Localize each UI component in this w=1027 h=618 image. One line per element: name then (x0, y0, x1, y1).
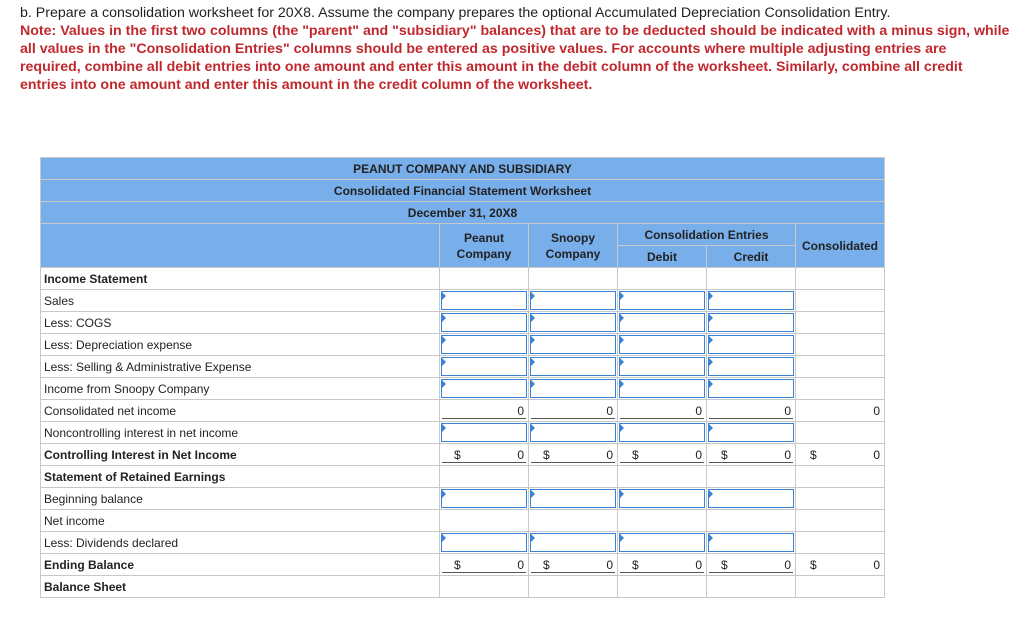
row-label: Beginning balance (41, 488, 440, 510)
peanut-input[interactable] (441, 489, 527, 508)
snoopy-input[interactable] (530, 313, 616, 332)
underline (442, 572, 526, 573)
snoopy-input[interactable] (530, 291, 616, 310)
underline (709, 418, 793, 419)
credit-cell (707, 576, 796, 598)
row-label: Less: COGS (41, 312, 440, 334)
consolidated-total-cell (796, 400, 885, 422)
credit-total-value: 0 (784, 558, 791, 572)
worksheet-row (41, 290, 885, 312)
dollar-sign: $ (721, 558, 728, 572)
row-label: Sales (41, 290, 440, 312)
consolidated-total-value: 0 (873, 448, 880, 462)
dollar-sign: $ (632, 448, 639, 462)
underline (531, 572, 615, 573)
peanut-total-cell (440, 444, 529, 466)
peanut-header-line1: Peanut (463, 230, 504, 245)
debit-total-value: 0 (695, 558, 702, 572)
peanut-cell (440, 576, 529, 598)
debit-cell (618, 510, 707, 532)
snoopy-cell (529, 576, 618, 598)
peanut-cell (440, 312, 529, 334)
worksheet-row (41, 510, 885, 532)
snoopy-cell (529, 268, 618, 290)
consolidated-total-value: 0 (873, 558, 880, 572)
credit-input[interactable] (708, 313, 794, 332)
snoopy-cell (529, 510, 618, 532)
snoopy-total-value: 0 (606, 448, 613, 462)
debit-input[interactable] (619, 335, 705, 354)
snoopy-total-value: 0 (606, 404, 613, 418)
debit-cell (618, 576, 707, 598)
question-text: b. Prepare a consolidation worksheet for 20X8. Assume the company prepares the optional Accumulated Depreciation Consolidation Entry. (20, 5, 891, 21)
credit-cell (707, 466, 796, 488)
debit-cell (618, 290, 707, 312)
snoopy-cell (529, 334, 618, 356)
debit-cell (618, 378, 707, 400)
worksheet-title: PEANUT COMPANY AND SUBSIDIARY (41, 158, 885, 180)
consolidated-cell (796, 378, 885, 400)
snoopy-total-cell (529, 554, 618, 576)
snoopy-input[interactable] (530, 423, 616, 442)
credit-input[interactable] (708, 379, 794, 398)
worksheet-subtitle: Consolidated Financial Statement Worksheet (41, 180, 885, 202)
consolidated-total-cell (796, 444, 885, 466)
snoopy-header-line2: Company (545, 246, 601, 261)
debit-cell (618, 356, 707, 378)
underline (620, 462, 704, 463)
peanut-input[interactable] (441, 533, 527, 552)
debit-cell (618, 268, 707, 290)
worksheet-row (41, 378, 885, 400)
snoopy-cell (529, 532, 618, 554)
peanut-cell (440, 378, 529, 400)
snoopy-total-value: 0 (606, 558, 613, 572)
consolidation-worksheet (40, 157, 885, 598)
debit-total-value: 0 (695, 448, 702, 462)
snoopy-cell (529, 488, 618, 510)
row-label: Statement of Retained Earnings (41, 466, 440, 488)
worksheet-row (41, 576, 885, 598)
worksheet-row (41, 312, 885, 334)
credit-cell (707, 378, 796, 400)
snoopy-input[interactable] (530, 357, 616, 376)
credit-total-value: 0 (784, 404, 791, 418)
worksheet-title-row (41, 158, 885, 180)
debit-cell (618, 488, 707, 510)
debit-column-header: Debit (618, 246, 707, 268)
credit-column-header: Credit (707, 246, 796, 268)
debit-input[interactable] (619, 533, 705, 552)
peanut-input[interactable] (441, 423, 527, 442)
dollar-sign: $ (810, 558, 817, 572)
credit-cell (707, 290, 796, 312)
peanut-input[interactable] (441, 291, 527, 310)
underline (531, 418, 615, 419)
debit-cell (618, 466, 707, 488)
peanut-total-value: 0 (517, 404, 524, 418)
dollar-sign: $ (543, 448, 550, 462)
worksheet-row (41, 554, 885, 576)
credit-total-cell (707, 554, 796, 576)
snoopy-total-cell (529, 400, 618, 422)
peanut-total-cell (440, 554, 529, 576)
snoopy-cell (529, 312, 618, 334)
snoopy-input[interactable] (530, 335, 616, 354)
credit-input[interactable] (708, 335, 794, 354)
peanut-header-line2: Company (456, 246, 512, 261)
underline (531, 462, 615, 463)
peanut-cell (440, 422, 529, 444)
peanut-input[interactable] (441, 335, 527, 354)
snoopy-cell (529, 290, 618, 312)
credit-input[interactable] (708, 291, 794, 310)
dollar-sign: $ (454, 558, 461, 572)
snoopy-header-line1: Snoopy (551, 230, 595, 245)
row-label: Net income (41, 510, 440, 532)
consolidated-cell (796, 356, 885, 378)
credit-cell (707, 510, 796, 532)
peanut-cell (440, 488, 529, 510)
peanut-cell (440, 268, 529, 290)
dollar-sign: $ (721, 448, 728, 462)
label-column-header (41, 224, 440, 268)
dollar-sign: $ (543, 558, 550, 572)
peanut-cell (440, 532, 529, 554)
underline (709, 462, 793, 463)
debit-cell (618, 334, 707, 356)
underline (442, 462, 526, 463)
credit-cell (707, 422, 796, 444)
credit-input[interactable] (708, 423, 794, 442)
consolidated-cell (796, 466, 885, 488)
row-label: Less: Selling & Administrative Expense (41, 356, 440, 378)
consolidated-cell (796, 334, 885, 356)
snoopy-input[interactable] (530, 379, 616, 398)
worksheet-subtitle-row (41, 180, 885, 202)
peanut-total-cell (440, 400, 529, 422)
worksheet-row (41, 466, 885, 488)
consolidated-cell (796, 576, 885, 598)
debit-cell (618, 532, 707, 554)
debit-cell (618, 422, 707, 444)
credit-total-cell (707, 400, 796, 422)
snoopy-total-cell (529, 444, 618, 466)
instructions (20, 4, 1010, 94)
worksheet-row (41, 444, 885, 466)
dollar-sign: $ (632, 558, 639, 572)
note-text: Note: Values in the first two columns (the "parent" and "subsidiary" balances) that are to be deducted should be indicated with a minus sign, while all values in the "Consolidation Entries" columns should be entered as positive values. For accounts where multiple adjusting entries are required, combine all debit entries into one amount and enter this amount in the debit column of the worksheet. Similarly, combine all credit entries into one amount and enter this amount in the credit column of the worksheet. (20, 23, 1010, 93)
column-header-row-1 (41, 224, 885, 246)
credit-cell (707, 532, 796, 554)
credit-total-value: 0 (784, 448, 791, 462)
credit-cell (707, 268, 796, 290)
snoopy-cell (529, 422, 618, 444)
row-label: Ending Balance (41, 554, 440, 576)
consolidated-cell (796, 422, 885, 444)
worksheet-row (41, 356, 885, 378)
peanut-cell (440, 466, 529, 488)
worksheet-date: December 31, 20X8 (41, 202, 885, 224)
consolidated-cell (796, 268, 885, 290)
worksheet-row (41, 400, 885, 422)
snoopy-input[interactable] (530, 489, 616, 508)
peanut-cell (440, 356, 529, 378)
credit-cell (707, 312, 796, 334)
peanut-input[interactable] (441, 357, 527, 376)
snoopy-cell (529, 356, 618, 378)
consolidated-cell (796, 488, 885, 510)
debit-input[interactable] (619, 489, 705, 508)
peanut-cell (440, 290, 529, 312)
consolidated-cell (796, 290, 885, 312)
worksheet-row (41, 488, 885, 510)
peanut-cell (440, 510, 529, 532)
credit-cell (707, 334, 796, 356)
consolidated-column-header: Consolidated (796, 224, 885, 268)
worksheet-row (41, 422, 885, 444)
debit-total-value: 0 (695, 404, 702, 418)
row-label: Consolidated net income (41, 400, 440, 422)
peanut-column-header (440, 224, 529, 268)
debit-input[interactable] (619, 357, 705, 376)
dollar-sign: $ (454, 448, 461, 462)
debit-total-cell (618, 554, 707, 576)
row-label: Noncontrolling interest in net income (41, 422, 440, 444)
consolidated-cell (796, 312, 885, 334)
snoopy-cell (529, 466, 618, 488)
consolidated-total-value: 0 (873, 404, 880, 418)
debit-input[interactable] (619, 313, 705, 332)
underline (442, 418, 526, 419)
credit-total-cell (707, 444, 796, 466)
credit-input[interactable] (708, 489, 794, 508)
consolidated-cell (796, 510, 885, 532)
debit-input[interactable] (619, 379, 705, 398)
consolidation-entries-header: Consolidation Entries (618, 224, 796, 246)
row-label: Income Statement (41, 268, 440, 290)
row-label: Controlling Interest in Net Income (41, 444, 440, 466)
worksheet-date-row (41, 202, 885, 224)
credit-input[interactable] (708, 533, 794, 552)
snoopy-cell (529, 378, 618, 400)
worksheet-row (41, 268, 885, 290)
worksheet-row (41, 532, 885, 554)
peanut-input[interactable] (441, 379, 527, 398)
debit-input[interactable] (619, 423, 705, 442)
peanut-total-value: 0 (517, 448, 524, 462)
row-label: Balance Sheet (41, 576, 440, 598)
underline (620, 572, 704, 573)
debit-cell (618, 312, 707, 334)
credit-input[interactable] (708, 357, 794, 376)
underline (620, 418, 704, 419)
consolidated-total-cell (796, 554, 885, 576)
consolidated-cell (796, 532, 885, 554)
row-label: Less: Depreciation expense (41, 334, 440, 356)
peanut-input[interactable] (441, 313, 527, 332)
row-label: Income from Snoopy Company (41, 378, 440, 400)
peanut-total-value: 0 (517, 558, 524, 572)
dollar-sign: $ (810, 448, 817, 462)
credit-cell (707, 356, 796, 378)
credit-cell (707, 488, 796, 510)
worksheet-row (41, 334, 885, 356)
peanut-cell (440, 334, 529, 356)
row-label: Less: Dividends declared (41, 532, 440, 554)
underline (709, 572, 793, 573)
debit-input[interactable] (619, 291, 705, 310)
debit-total-cell (618, 444, 707, 466)
snoopy-input[interactable] (530, 533, 616, 552)
debit-total-cell (618, 400, 707, 422)
snoopy-column-header (529, 224, 618, 268)
